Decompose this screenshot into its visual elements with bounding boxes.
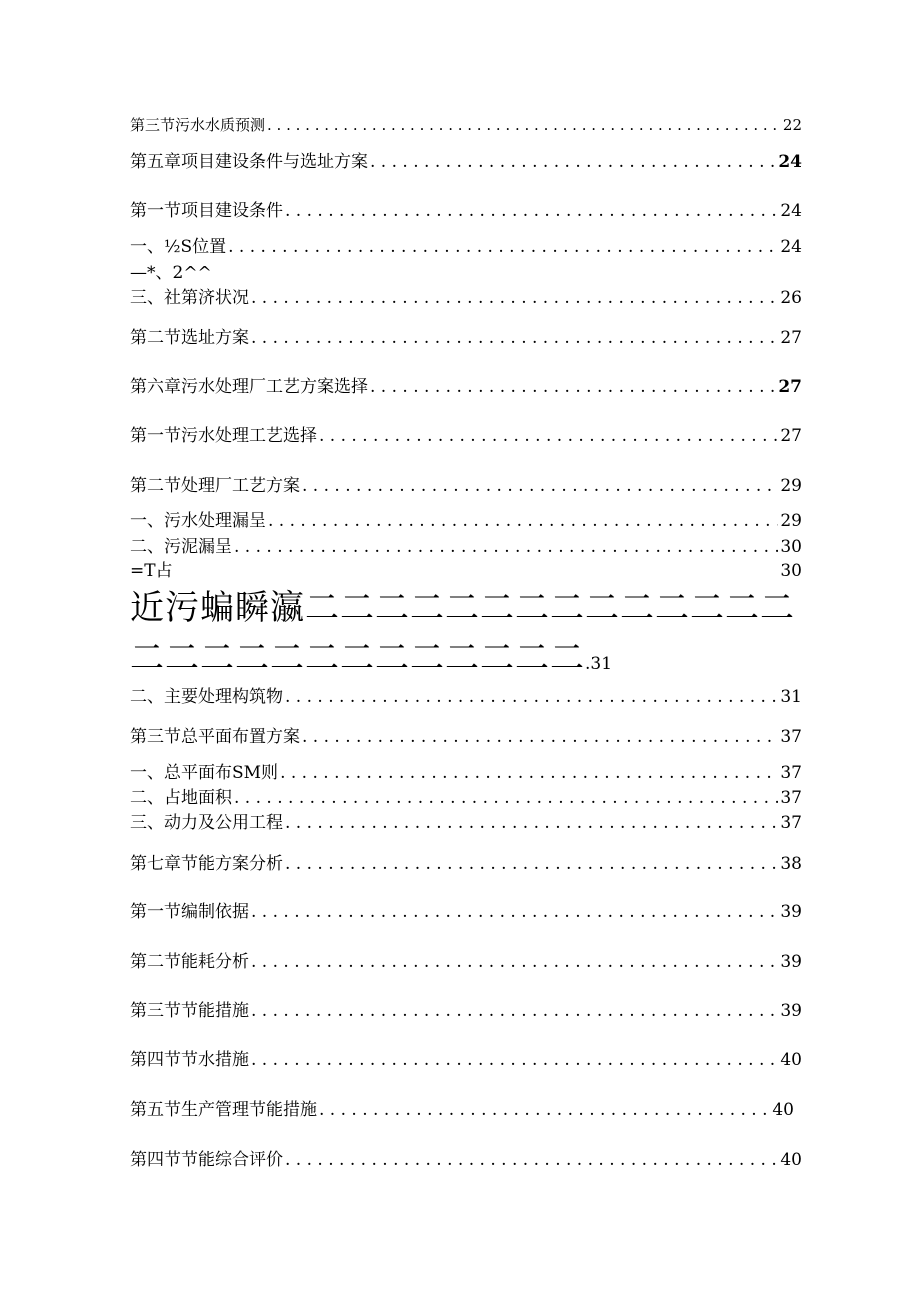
toc-entry-page: 29 (780, 476, 802, 496)
toc-entry-page: 26 (780, 288, 802, 308)
toc-entry-title: 第五章项目建设条件与选址方案 (130, 152, 368, 172)
toc-entry-title: 一、总平面布SM则 (130, 763, 279, 783)
toc-leader-dots (251, 1000, 778, 1022)
toc-entry-title: 三、动力及公用工程 (130, 813, 283, 833)
toc-leader-dots (285, 853, 778, 875)
toc-entry (130, 1000, 802, 1022)
toc-entry-title: 第四节节水措施 (130, 1050, 249, 1070)
toc-leader-dots (251, 1049, 778, 1071)
toc-entry-title: 第三节污水水质预测 (130, 116, 266, 134)
toc-entry-page: 24 (780, 237, 802, 257)
toc-leader-dots (370, 376, 776, 398)
toc-leader-dots (285, 1149, 778, 1171)
toc-entry-page: 27 (780, 426, 802, 446)
toc-entry-page: 24 (780, 201, 802, 221)
toc-entry-page: 37 (780, 727, 802, 747)
garbled-line: =T占 (130, 561, 173, 581)
toc-entry-title: 二、占地面积 (130, 788, 232, 808)
toc-entry-page: 30 (780, 537, 802, 557)
toc-leader-dots (267, 114, 781, 136)
toc-entry-page: 40 (772, 1100, 794, 1120)
toc-entry-page: 39 (780, 952, 802, 972)
toc-leader-dots (285, 812, 778, 834)
toc-entry-page: 39 (780, 902, 802, 922)
toc-entry (130, 853, 802, 875)
toc-entry (130, 475, 802, 497)
toc-entry-title: 第三节节能措施 (130, 1001, 249, 1021)
toc-entry-title: 第七章节能方案分析 (130, 854, 283, 874)
toc-leader-dots (319, 425, 778, 447)
toc-entry-title: 一、½S位置 (130, 237, 227, 257)
toc-leader-dots (370, 151, 776, 173)
toc-entry-title: 第一节编制依据 (130, 902, 249, 922)
toc-leader-dots (234, 536, 778, 558)
toc-leader-dots (251, 951, 778, 973)
garbled-big-text: 二二二二二二二二二二二二二 (130, 638, 585, 678)
toc-entry-page: 29 (780, 511, 802, 531)
toc-leader-dots (228, 236, 778, 258)
toc-leader-dots (285, 200, 778, 222)
toc-entry (130, 686, 802, 708)
toc-entry (130, 151, 802, 173)
toc-leader-dots (280, 762, 778, 784)
toc-leader-dots (251, 327, 778, 349)
toc-leader-dots (234, 787, 778, 809)
toc-entry (130, 1049, 802, 1071)
garbled-page: 30 (780, 561, 802, 581)
toc-entry-title: 第二节选址方案 (130, 328, 249, 348)
toc-leader-dots (251, 287, 778, 309)
toc-entry-page: 37 (780, 788, 802, 808)
toc-entry (130, 762, 802, 784)
toc-entry-title: 第一节污水处理工艺选择 (130, 426, 317, 446)
toc-leader-dots (268, 510, 778, 532)
garbled-big-line (130, 638, 612, 684)
toc-entry-page: 27 (778, 377, 802, 397)
toc-entry (130, 1149, 802, 1171)
toc-entry-title: 第五节生产管理节能措施 (130, 1100, 317, 1120)
garbled-line: —*、2^^ (130, 263, 212, 283)
toc-entry (130, 425, 802, 447)
toc-entry-title: 三、社第济状况 (130, 288, 249, 308)
toc-entry-title: 二、主要处理构筑物 (130, 687, 283, 707)
toc-entry (130, 1099, 794, 1121)
toc-entry-title: 第三节总平面布置方案 (130, 727, 300, 747)
toc-entry (130, 901, 802, 923)
toc-entry (130, 951, 802, 973)
toc-entry (130, 726, 802, 748)
garbled-big-page: .31 (585, 654, 613, 674)
toc-entry-page: 31 (780, 687, 802, 707)
toc-leader-dots (285, 686, 778, 708)
toc-entry-page: 27 (780, 328, 802, 348)
garbled-big-line: 近污蝙瞬瀛二二二二二二二二二二二二二二 (130, 588, 795, 628)
toc-entry-title: 第二节能耗分析 (130, 952, 249, 972)
toc-entry-title: 第一节项目建设条件 (130, 201, 283, 221)
toc-leader-dots (319, 1099, 770, 1121)
toc-entry-page: 22 (782, 116, 802, 134)
toc-entry (130, 812, 802, 834)
toc-entry-page: 38 (780, 854, 802, 874)
toc-entry-title: 第四节节能综合评价 (130, 1150, 283, 1170)
toc-entry-title: 一、污水处理漏呈 (130, 511, 266, 531)
toc-leader-dots (251, 901, 778, 923)
toc-entry-page: 40 (780, 1050, 802, 1070)
toc-entry (130, 536, 802, 558)
toc-leader-dots (302, 726, 778, 748)
toc-entry (130, 200, 802, 222)
toc-entry-title: 第六章污水处理厂工艺方案选择 (130, 377, 368, 397)
toc-entry-page: 40 (780, 1150, 802, 1170)
toc-entry (130, 236, 802, 258)
toc-entry-title: 二、污泥漏呈 (130, 537, 232, 557)
toc-entry-page: 39 (780, 1001, 802, 1021)
toc-entry-page: 24 (778, 152, 802, 172)
toc-entry-page: 37 (780, 813, 802, 833)
toc-entry-title: 第二节处理厂工艺方案 (130, 476, 300, 496)
toc-entry (130, 114, 802, 136)
toc-entry (130, 287, 802, 309)
toc-entry-page: 37 (780, 763, 802, 783)
toc-entry (130, 376, 802, 398)
toc-entry (130, 510, 802, 532)
toc-entry (130, 787, 802, 809)
toc-entry (130, 327, 802, 349)
toc-leader-dots (302, 475, 778, 497)
